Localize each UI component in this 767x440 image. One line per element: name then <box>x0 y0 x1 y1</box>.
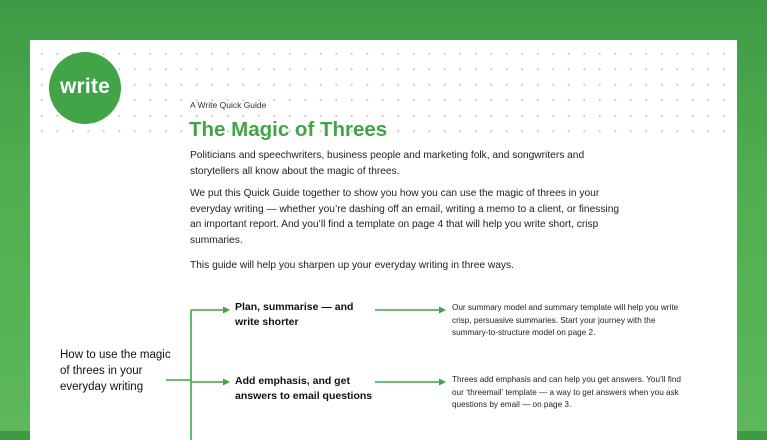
diagram-root-label: How to use the magic of threes in your everyday writing <box>60 349 171 393</box>
step-2-description: Threes add emphasis and can help you get answers. You’ll find our ‘threemail’ template — a way to get answers when you ask questions by email — on page 3. <box>452 375 681 409</box>
intro-paragraph-2: We put this Quick Guide together to show you how you can use the magic of threes in your everyday writing — whether you’re dashing off an email, writing a memo to a client, or finessing an important report. And you’ll find a template on page 4 that will help you write short, crisp summaries. <box>190 188 620 246</box>
intro-paragraph-1: Politicians and speechwriters, business people and marketing folk, and songwriters and storytellers all know about the magic of threes. <box>190 150 585 177</box>
guide-kicker: A Write Quick Guide <box>190 100 267 110</box>
intro-paragraph-3: This guide will help you sharpen up your everyday writing in three ways. <box>190 260 514 271</box>
logo-text: write <box>59 74 110 98</box>
page-title: The Magic of Threes <box>189 118 388 141</box>
write-logo <box>49 52 121 124</box>
step-1-label: Plan, summarise — and write shorter <box>235 301 354 328</box>
step-2-label: Add emphasis, and get answers to email questions <box>235 375 373 402</box>
step-1-description: Our summary model and summary template will help you write crisp, persuasive summaries. Start your journey with the summary-to-structure model on page 2. <box>452 303 679 337</box>
document-page <box>30 40 737 440</box>
